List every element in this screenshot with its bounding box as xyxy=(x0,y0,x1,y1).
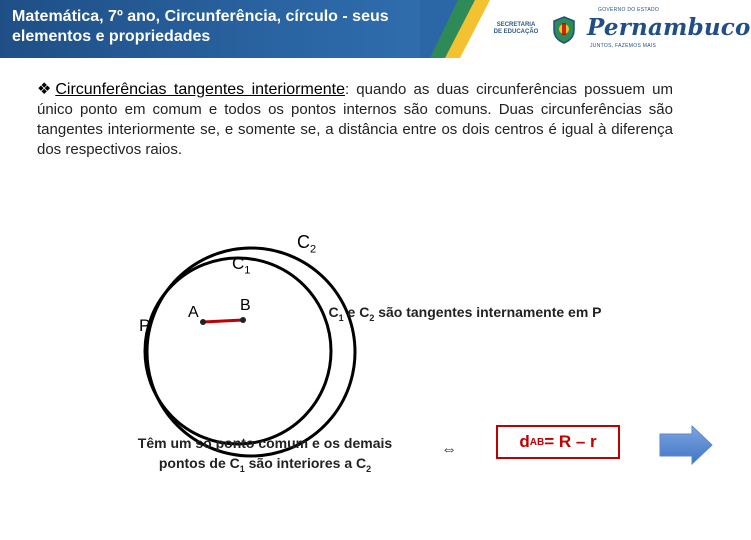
secretaria-label: SECRETARIA DE EDUCAÇÃO xyxy=(493,22,539,35)
next-slide-arrow-icon[interactable] xyxy=(658,425,714,465)
logo-tagline-bottom: JUNTOS, FAZEMOS MAIS xyxy=(590,43,657,49)
tangency-statement: $C_1$ e $C_2$ são tangentes internamente em P xyxy=(328,304,602,323)
definition-text: : quando as duas circunferências possuem um único ponto em comum e todos os pontos internos são comuns. Duas circunferências são tangentes interiormente se, e somente se, a distância entre os dois centros é igual à diferença dos respectivos raios. xyxy=(37,81,674,158)
point-a xyxy=(200,319,206,325)
label-p: P xyxy=(139,316,151,335)
label-a: A xyxy=(188,304,199,321)
label-c1: $C_1$ xyxy=(232,254,251,277)
definition-term: Circunferências tangentes interiormente xyxy=(55,81,345,98)
circle-c1 xyxy=(145,258,331,444)
pernambuco-logo-text: Pernambuco xyxy=(587,14,751,41)
label-b: B xyxy=(240,297,251,314)
iff-icon: ⇔ xyxy=(441,441,457,458)
label-c2: $C_2$ xyxy=(297,232,317,256)
distance-formula-box: d AB = R – r xyxy=(496,425,620,459)
common-point-statement: Têm um só ponto comum e os demais pontos de $C_1$ são interiores a $C_2$ xyxy=(137,435,393,474)
diamond-bullet-icon: ❖ xyxy=(37,81,55,98)
point-b xyxy=(240,317,246,323)
slide-title: Matemática, 7º ano, Circunferência, círculo - seus elementos e propriedades xyxy=(12,8,389,45)
circle-c2 xyxy=(147,248,355,456)
segment-ab xyxy=(203,320,243,322)
logo-tagline-top: GOVERNO DO ESTADO xyxy=(598,7,660,13)
